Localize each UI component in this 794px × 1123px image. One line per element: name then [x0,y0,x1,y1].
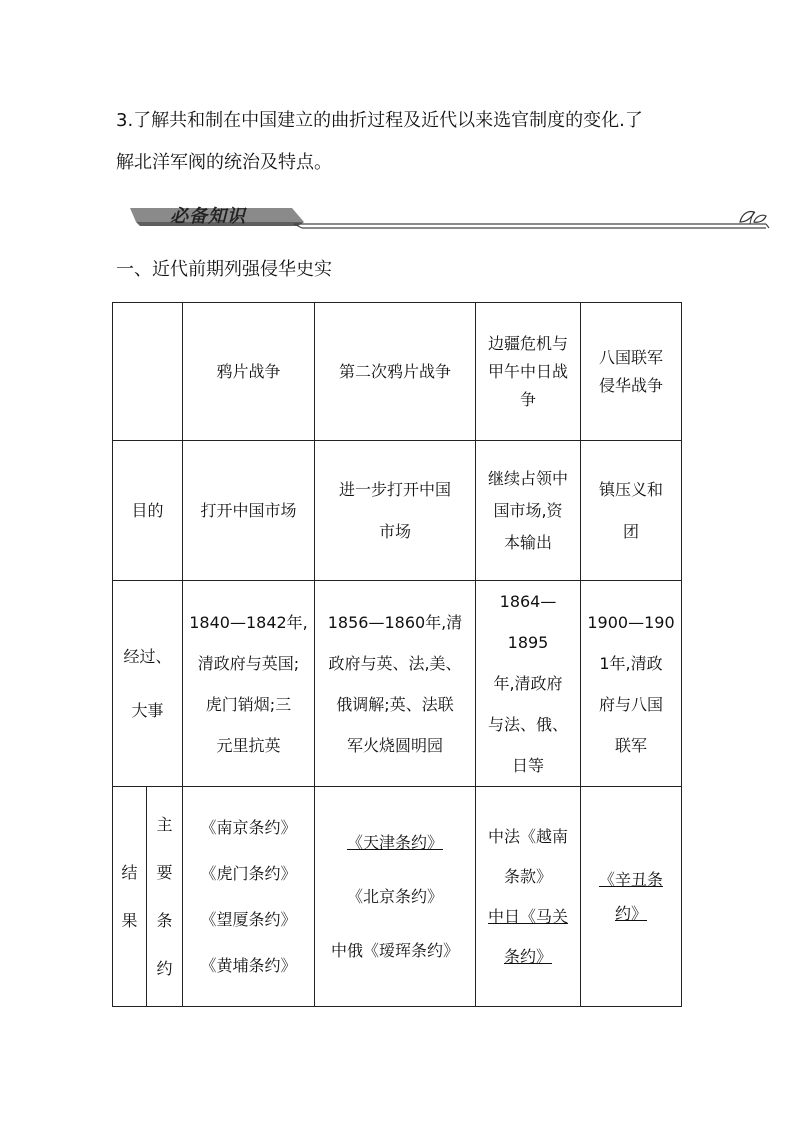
intro-text [116,100,696,184]
treaty-tianjin: 《天津条约》 [346,832,443,852]
treaty-xinchou-2: 约》 [614,903,647,923]
banner-title: 必备知识 [170,206,246,227]
row-label-purpose: 目的 [113,441,183,581]
header-blank-cell [113,303,183,441]
header-frontier-crisis: 边疆危机与 甲午中日战 争 [476,303,581,441]
events-col4: 1900—190 1年,清政 府与八国 联军 [581,581,682,787]
section-banner [126,200,774,234]
events-col2: 1856—1860年,清 政府与英、法,美、 俄调解;英、法联 军火烧圆明园 [315,581,476,787]
result-col1: 《南京条约》 《虎门条约》 《望厦条约》 《黄埔条约》 [183,787,315,1007]
purpose-col1: 打开中国市场 [183,441,315,581]
row-label-events: 经过、 大事 [113,581,183,787]
treaty-maguan-2: 条约》 [503,946,552,966]
header-eight-nation: 八国联军 侵华战争 [581,303,682,441]
result-col3: 中法《越南 条款》 中日《马关 条约》 [476,787,581,1007]
intro-line-2: 解北洋军阀的统治及特点。 [116,152,332,173]
row-sublabel-treaties: 主 要 条 约 [147,787,183,1007]
treaty-xinchou-1: 《辛丑条 [598,869,663,889]
purpose-col4: 镇压义和 团 [581,441,682,581]
intro-line-1: 3.了解共和制在中国建立的曲折过程及近代以来选官制度的变化.了 [116,110,643,131]
result-col4 [581,787,682,1007]
table-row-events [113,581,682,787]
table-row-result [113,787,682,1007]
purpose-col2: 进一步打开中国 市场 [315,441,476,581]
table-row-purpose [113,441,682,581]
table-header-row [113,303,682,441]
treaty-maguan-1: 中日《马关 [487,906,568,926]
events-col1: 1840—1842年, 清政府与英国; 虎门销烟;三 元里抗英 [183,581,315,787]
result-col2: 《天津条约》 《北京条约》 中俄《瑷珲条约》 [315,787,476,1007]
purpose-col3: 继续占领中 国市场,资 本输出 [476,441,581,581]
row-label-result: 结 果 [113,787,147,1007]
header-opium-war: 鸦片战争 [183,303,315,441]
leaf-icon [740,211,766,224]
events-col3: 1864—1895 年,清政府 与法、俄、 日等 [476,581,581,787]
header-second-opium-war: 第二次鸦片战争 [315,303,476,441]
history-table [112,302,682,1007]
section-heading: 一、近代前期列强侵华史实 [116,259,332,280]
